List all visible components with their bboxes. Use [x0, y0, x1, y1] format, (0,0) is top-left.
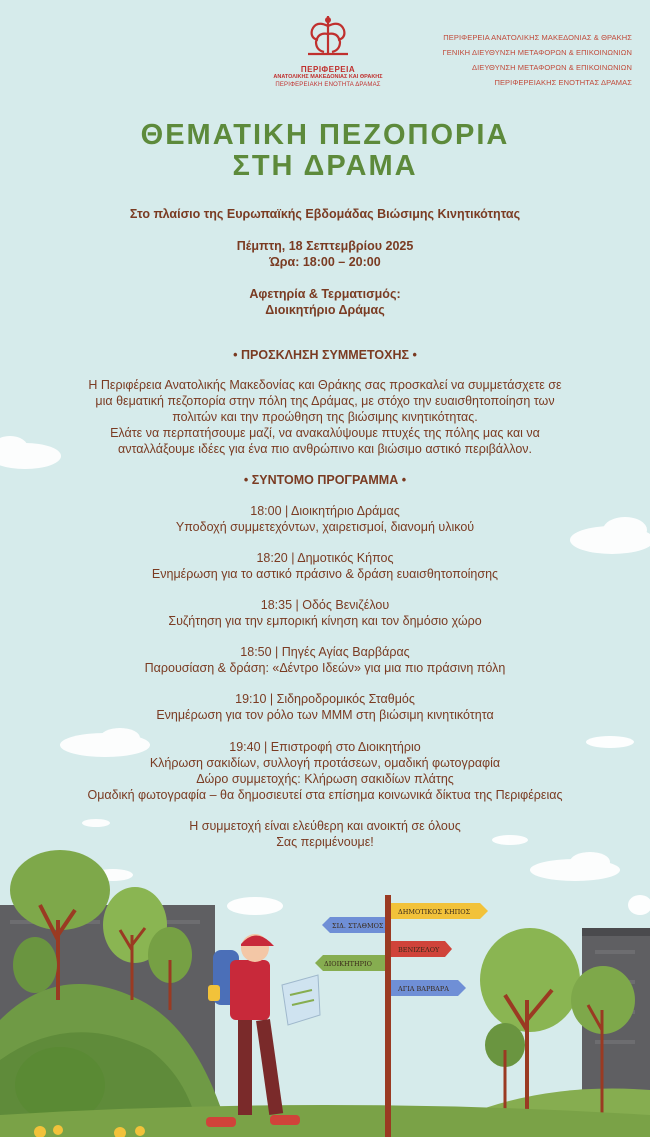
program-item-desc: Παρουσίαση & δράση: «Δέντρο Ιδεών» για μια πιο πράσινη πόλη — [144, 661, 506, 675]
program-item — [0, 550, 650, 582]
closing — [0, 818, 650, 850]
title-line1: ΘΕΜΑΤΙΚΗ ΠΕΖΟΠΟΡΙΑ — [140, 119, 510, 151]
logo-line3: ΠΕΡΙΦΕΡΕΙΑΚΗ ΕΝΟΤΗΤΑ ΔΡΑΜΑΣ — [275, 82, 381, 88]
program-item — [0, 597, 650, 629]
sign-label-left-bottom: ΔΙΟΙΚΗΤΗΡΙΟ — [324, 960, 372, 968]
issuer-line: ΠΕΡΙΦΕΡΕΙΑ ΑΝΑΤΟΛΙΚΗΣ ΜΑΚΕΔΟΝΙΑΣ & ΘΡΑΚΗΣ — [443, 33, 632, 42]
region-logo — [268, 14, 388, 89]
program-item-title: 19:40 | Επιστροφή στο Διοικητήριο — [229, 740, 421, 754]
title-line2: ΣΤΗ ΔΡΑΜΑ — [232, 150, 418, 182]
sign-label-left-top: ΣΙΔ. ΣΤΑΘΜΟΣ — [332, 922, 384, 930]
invitation-line: πολιτών και την προώθηση της βιώσιμης κινητικότητας. — [172, 410, 478, 424]
closing-line1: Η συμμετοχή είναι ελεύθερη και ανοικτή σε όλους — [189, 819, 461, 833]
invitation-line: Ελάτε να περπατήσουμε μαζί, να ανακαλύψουμε πτυχές της πόλης μας και να — [110, 426, 540, 440]
program-item-desc: Ομαδική φωτογραφία – θα δημοσιευτεί στα επίσημα κοινωνικά δίκτυα της Περιφέρειας — [87, 788, 563, 802]
program-item-desc: Ενημέρωση για τον ρόλο των ΜΜΜ στη βιώσιμη κινητικότητα — [156, 708, 494, 722]
program-item-title: 18:35 | Οδός Βενιζέλου — [260, 598, 390, 612]
program-item-desc: Δώρο συμμετοχής: Κλήρωση σακιδίων πλάτης — [196, 772, 454, 786]
program-item — [0, 691, 650, 723]
program-item-title: 18:50 | Πηγές Αγίας Βαρβάρας — [240, 645, 410, 659]
sign-label-right-mid: ΒΕΝΙΖΕΛΟΥ — [398, 946, 440, 954]
invitation-line: μια θεματική πεζοπορία στην πόλη της Δράμας, με στόχο την ευαισθητοποίηση των — [95, 394, 555, 408]
program-heading: • ΣΥΝΤΟΜΟ ΠΡΟΓΡΑΜΜΑ • — [243, 473, 407, 487]
program-item-title: 19:10 | Σιδηροδρομικός Σταθμός — [235, 692, 415, 706]
emblem-icon — [304, 14, 352, 58]
start-place: Διοικητήριο Δράμας — [265, 303, 385, 317]
invitation-heading: • ΠΡΟΣΚΛΗΣΗ ΣΥΜΜΕΤΟΧΗΣ • — [233, 348, 417, 362]
start-label: Αφετηρία & Τερματισμός: — [249, 287, 401, 301]
program-item — [0, 503, 650, 535]
page-title — [0, 120, 650, 182]
invitation-line: Η Περιφέρεια Ανατολικής Μακεδονίας και Θράκης σας προσκαλεί να συμμετάσχετε σε — [88, 378, 562, 392]
issuer-block — [372, 30, 632, 90]
event-time: Ώρα: 18:00 – 20:00 — [269, 255, 381, 269]
invitation-text — [0, 377, 650, 457]
program-item-desc: Κλήρωση σακιδίων, συλλογή προτάσεων, ομαδική φωτογραφία — [149, 756, 501, 770]
context-line: Στο πλαίσιο της Ευρωπαϊκής Εβδομάδας Βιώσιμης Κινητικότητας — [129, 207, 521, 221]
closing-line2: Σας περιμένουμε! — [276, 835, 374, 849]
program-item-desc: Συζήτηση για την εμπορική κίνηση και τον δημόσιο χώρο — [168, 614, 482, 628]
event-date: Πέμπτη, 18 Σεπτεμβρίου 2025 — [236, 239, 414, 253]
invitation-line: ανταλλάξουμε ιδέες για ένα πιο ανθρώπινο και βιώσιμο αστικό περιβάλλον. — [117, 442, 533, 456]
issuer-line: ΔΙΕΥΘΥΝΣΗ ΜΕΤΑΦΟΡΩΝ & ΕΠΙΚΟΙΝΩΝΙΩΝ — [471, 63, 632, 72]
program-item-title: 18:20 | Δημοτικός Κήπος — [256, 551, 394, 565]
program-item — [0, 739, 650, 803]
program-item-desc: Υποδοχή συμμετεχόντων, χαιρετισμοί, διανομή υλικού — [175, 520, 475, 534]
logo-name: ΠΕΡΙΦΕΡΕΙΑ — [300, 65, 356, 74]
program-item-title: 18:00 | Διοικητήριο Δράμας — [250, 504, 400, 518]
issuer-line: ΠΕΡΙΦΕΡΕΙΑΚΗΣ ΕΝΟΤΗΤΑΣ ΔΡΑΜΑΣ — [494, 78, 632, 87]
sign-label-right-top: ΔΗΜΟΤΙΚΟΣ ΚΗΠΟΣ — [398, 908, 471, 916]
issuer-line: ΓΕΝΙΚΗ ΔΙΕΥΘΥΝΣΗ ΜΕΤΑΦΟΡΩΝ & ΕΠΙΚΟΙΝΩΝΙΩΝ — [442, 48, 632, 57]
program-item — [0, 644, 650, 676]
program-item-desc: Ενημέρωση για το αστικό πράσινο & δράση ευαισθητοποίησης — [151, 567, 499, 581]
logo-line2: ΑΝΑΤΟΛΙΚΗΣ ΜΑΚΕΔΟΝΙΑΣ ΚΑΙ ΘΡΑΚΗΣ — [273, 74, 383, 80]
sign-label-right-bottom: ΑΓΙΑ ΒΑΡΒΑΡΑ — [398, 985, 449, 993]
